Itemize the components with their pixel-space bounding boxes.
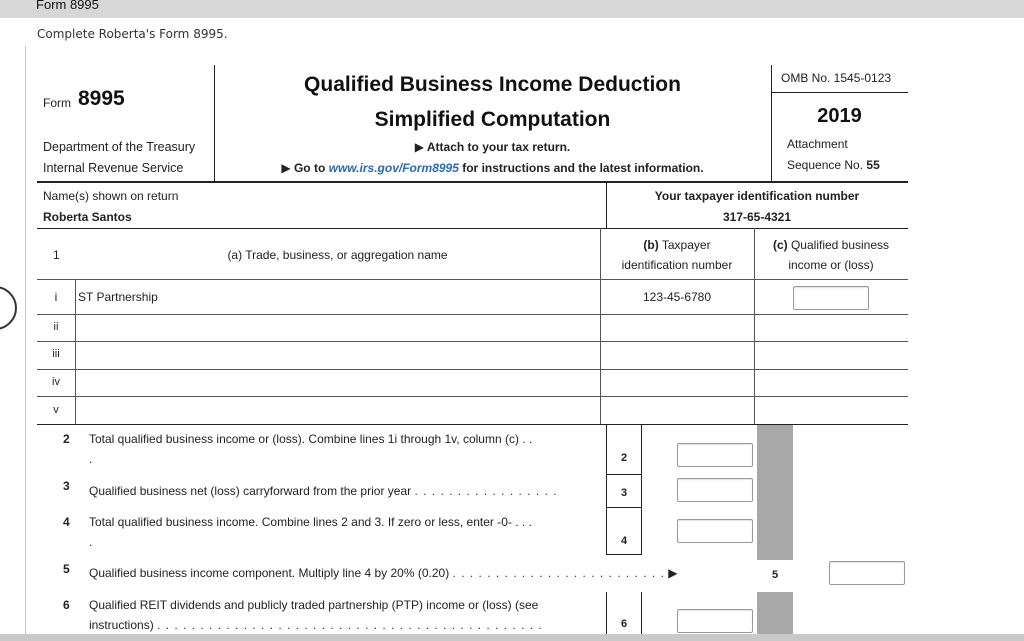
goto-prefix: ▶ Go to (281, 161, 326, 175)
line-number: 5 (63, 562, 70, 576)
sequence-number: Sequence No. 55 (787, 158, 880, 172)
row-number: i (54, 290, 58, 304)
line-6-input[interactable] (677, 609, 753, 633)
shaded-column (757, 425, 793, 560)
line-4-text: Total qualified business income. Combine lines 2 and 3. If zero or less, enter -0- . . . (89, 515, 532, 529)
omb-divider (771, 92, 908, 93)
irs-label: Internal Revenue Service (43, 161, 184, 175)
column-a-divider (75, 279, 76, 424)
irs-link[interactable]: www.irs.gov/Form8995 (328, 161, 459, 175)
window-title: Form 8995 (36, 0, 99, 12)
line-box-label: 3 (620, 487, 628, 499)
line-6-text-2: instructions) . . . . . . . . . . . . . . . . . . . . . . . . . . . . . . . . . . . . . . . . . . . . . (89, 618, 543, 632)
line-number: 3 (63, 479, 70, 493)
line-box-label: 4 (620, 535, 628, 547)
line1-number: 1 (53, 248, 60, 262)
line-5-text: Qualified business income component. Multiply line 4 by 20% (0.20) . . . . . . . . . . . . . . . . . . . . . . . . . ▶ (89, 566, 678, 580)
row-rule (37, 314, 908, 315)
column-c-header-line1: (c) Qualified business (772, 238, 890, 252)
row-rule (37, 279, 908, 280)
question-instruction: Complete Roberta's Form 8995. (37, 27, 228, 41)
bottom-scrollbar-track[interactable] (0, 634, 1024, 641)
department-label: Department of the Treasury (43, 140, 196, 154)
tax-year: 2019 (817, 105, 862, 127)
attach-note: ▶ Attach to your tax return. (414, 140, 571, 154)
line-number: 2 (63, 432, 70, 446)
content-border (25, 46, 26, 641)
column-b-header-line1: (b) Taxpayer (643, 238, 711, 252)
line-6-text: Qualified REIT dividends and publicly traded partnership (PTP) income or (loss) (see (89, 598, 539, 612)
form-title-line2: Simplified Computation (374, 108, 611, 131)
column-c-divider (754, 228, 755, 424)
line-box-label: 2 (620, 452, 628, 464)
row-business-name: ST Partnership (78, 290, 158, 304)
header-bottom-rule (37, 181, 908, 183)
line-4-continuation: . (89, 535, 93, 549)
row-i-income-input[interactable] (793, 286, 869, 310)
line-box-label: 6 (620, 618, 628, 630)
form-prefix: Form (43, 96, 71, 110)
row-number: iii (52, 348, 60, 360)
column-b-divider (600, 228, 601, 424)
row-tin: 123-45-6780 (642, 290, 712, 304)
row-rule (37, 369, 908, 370)
line-number: 4 (63, 515, 70, 529)
shaded-column (757, 592, 793, 634)
row-rule (37, 341, 908, 342)
line-2-text: Total qualified business income or (loss). Combine lines 1i through 1v, column (c) . . (89, 432, 533, 446)
column-b-header-line2: identification number (621, 258, 733, 272)
box-rule (606, 507, 642, 508)
box-rule (606, 554, 642, 555)
scroll-marker-circle (0, 286, 17, 330)
name-label: Name(s) shown on return (43, 189, 179, 203)
window-title-bar (0, 0, 1024, 18)
row-number: ii (53, 321, 59, 333)
arrow-icon: ▶ (668, 566, 678, 580)
line-box-label: 5 (771, 569, 779, 581)
row-number: iv (52, 376, 60, 388)
line-2-input[interactable] (677, 443, 753, 467)
form-number: 8995 (78, 87, 125, 110)
omb-number: OMB No. 1545-0123 (781, 71, 892, 85)
name-bottom-rule (37, 228, 908, 229)
attachment-label: Attachment (787, 137, 848, 151)
line-5-input[interactable] (829, 561, 905, 585)
line-4-input[interactable] (677, 519, 753, 543)
tin-label: Your taxpayer identification number (654, 189, 860, 203)
line-3-input[interactable] (677, 478, 753, 502)
taxpayer-name: Roberta Santos (43, 210, 132, 224)
taxpayer-tin: 317-65-4321 (722, 210, 792, 224)
box-rule (606, 474, 642, 475)
line-3-text: Qualified business net (loss) carryforward from the prior year . . . . . . . . . . . . . . . . . (89, 484, 558, 498)
line-2-continuation: . (89, 452, 93, 466)
column-a-header: (a) Trade, business, or aggregation name (227, 248, 448, 262)
form-title-line1: Qualified Business Income Deduction (304, 73, 681, 96)
column-c-header-line2: income or (loss) (788, 258, 874, 272)
goto-note (214, 161, 771, 175)
row-rule (37, 396, 908, 397)
row-number: v (53, 404, 59, 416)
line-number: 6 (63, 598, 70, 612)
goto-suffix: for instructions and the latest information. (462, 161, 704, 175)
